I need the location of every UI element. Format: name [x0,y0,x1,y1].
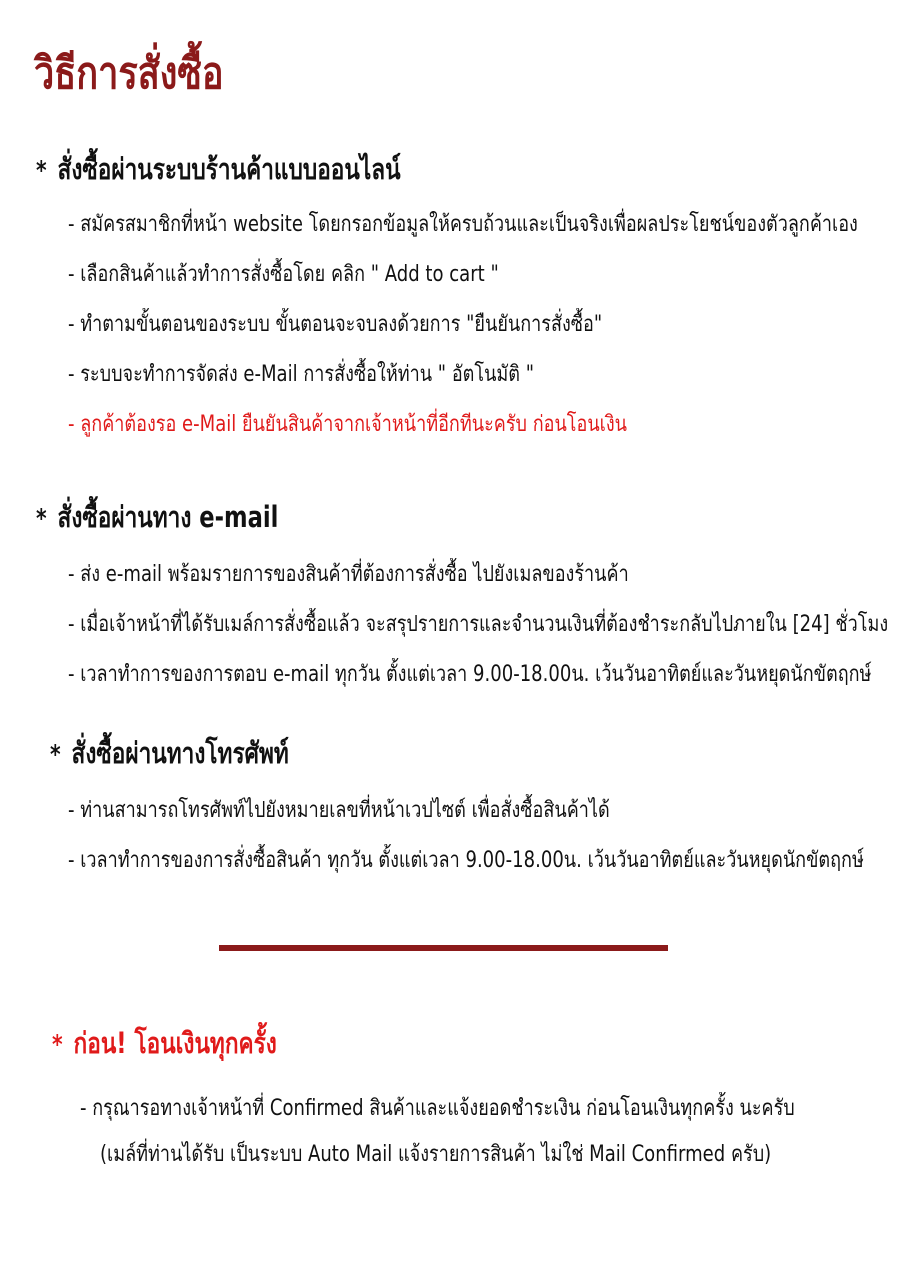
list-item: - ท่านสามารถโทรศัพท์ไปยังหมายเลขที่หน้าเวปไซต์ เพื่อสั่งซื้อสินค้าได้ [68,798,610,823]
section-heading-label: สั่งซื้อผ่านทางโทรศัพท์ [71,736,289,770]
list-item: - สมัครสมาชิกที่หน้า website โดยกรอกข้อมูลให้ครบถ้วนและเป็นจริงเพื่อผลประโยชน์ของตัวลูกค้าเอง [68,212,858,237]
section-heading-phone [50,730,289,776]
section-heading-label: สั่งซื้อผ่านทาง e-mail [57,500,279,534]
page-title: วิธีการสั่งซื้อ [34,48,224,99]
divider [219,945,668,951]
list-item: - ระบบจะทำการจัดส่ง e-Mail การสั่งซื้อให้ท่าน " อัตโนมัติ " [68,362,535,387]
section-heading-online-shop [36,146,401,192]
warning-heading-label: ก่อน! โอนเงินทุกครั้ง [73,1026,277,1060]
asterisk-icon: * [36,156,47,186]
list-item: - เลือกสินค้าแล้วทำการสั่งซื้อโดย คลิก " Add to cart " [68,262,499,287]
asterisk-icon: * [52,1030,63,1060]
asterisk-icon: * [36,504,47,534]
asterisk-icon: * [50,740,61,770]
list-item: - ส่ง e-mail พร้อมรายการของสินค้าที่ต้องการสั่งซื้อ ไปยังเมลของร้านค้า [68,562,629,587]
warning-line: (เมล์ที่ท่านได้รับ เป็นระบบ Auto Mail แจ้งรายการสินค้า ไม่ใช่ Mail Confirmed ครับ) [100,1142,772,1167]
list-item-notice: - ลูกค้าต้องรอ e-Mail ยืนยันสินค้าจากเจ้าหน้าที่อีกทีนะครับ ก่อนโอนเงิน [68,412,627,437]
warning-heading [52,1020,277,1066]
section-heading-email [36,494,278,540]
section-heading-label: สั่งซื้อผ่านระบบร้านค้าแบบออนไลน์ [57,152,401,186]
warning-line: - กรุณารอทางเจ้าหน้าที่ Confirmed สินค้าและแจ้งยอดชำระเงิน ก่อนโอนเงินทุกครั้ง นะครับ [80,1096,795,1121]
list-item: - เวลาทำการของการสั่งซื้อสินค้า ทุกวัน ตั้งแต่เวลา 9.00-18.00น. เว้นวันอาทิตย์และวันหยุดนักขัตฤกษ์ [68,848,864,873]
list-item: - เมื่อเจ้าหน้าที่ได้รับเมล์การสั่งซื้อแล้ว จะสรุปรายการและจำนวนเงินที่ต้องชำระกลับไปภายใน [24] ชั่วโมง [68,612,889,637]
list-item: - ทำตามขั้นตอนของระบบ ขั้นตอนจะจบลงด้วยการ "ยืนยันการสั่งซื้อ" [68,312,603,337]
list-item: - เวลาทำการของการตอบ e-mail ทุกวัน ตั้งแต่เวลา 9.00-18.00น. เว้นวันอาทิตย์และวันหยุดนักขัตฤกษ์ [68,662,872,687]
